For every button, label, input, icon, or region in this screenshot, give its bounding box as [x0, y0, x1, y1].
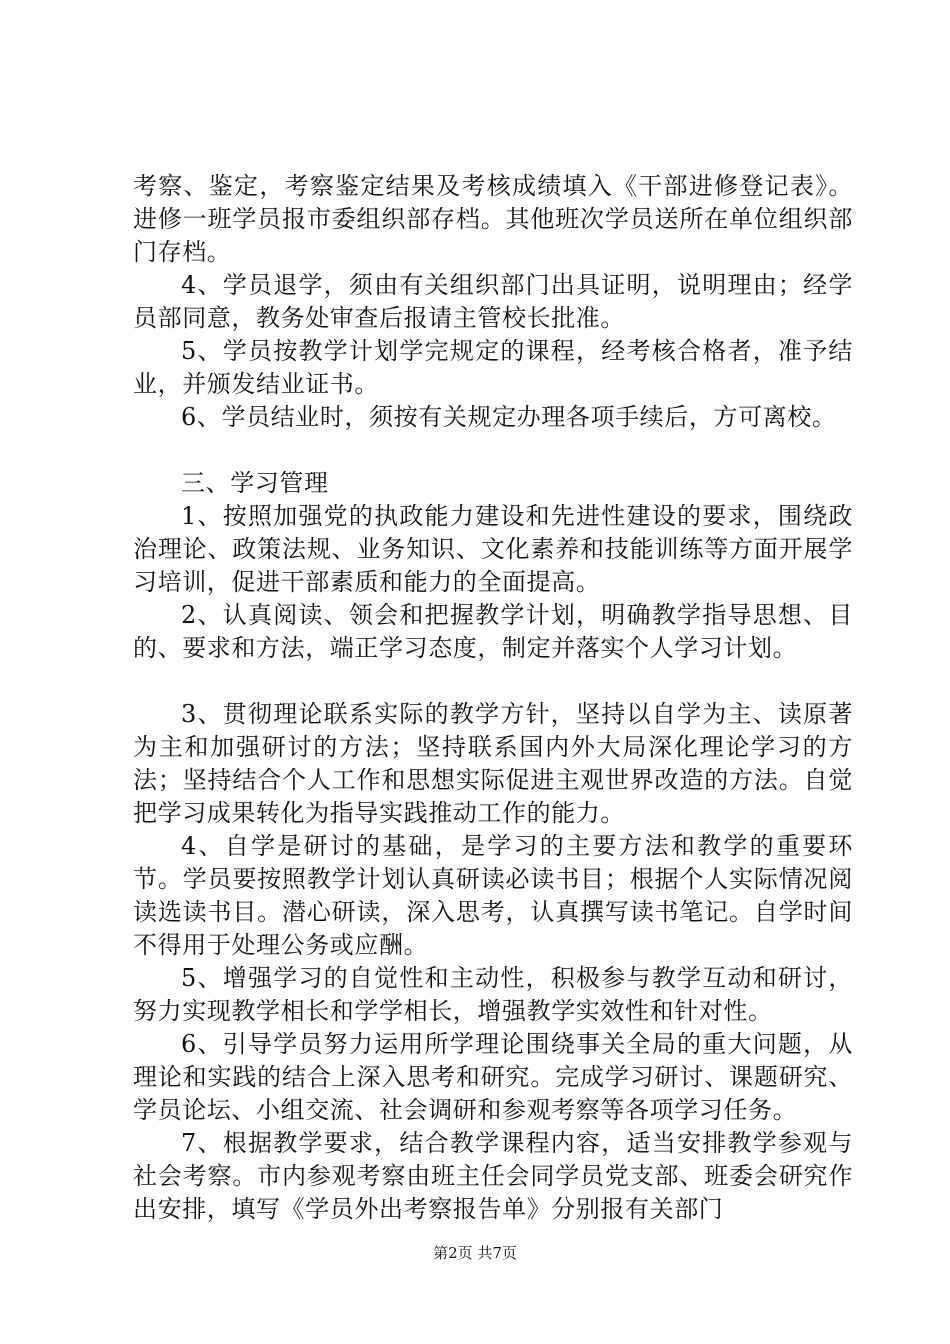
section-heading-study-management: 三、学习管理 [181, 469, 329, 497]
paragraph-study-item-3: 3、贯彻理论联系实际的教学方针，坚持以自学为主、读原著为主和加强研讨的方法；坚持联系国内外大局深化理论学习的方法；坚持结合个人工作和思想实际促进主观世界改造的方法。自觉把学习成果转化为指导实践推动工作的能力。 [133, 700, 853, 827]
document-body [133, 170, 853, 1226]
paragraph-study-item-4: 4、自学是研讨的基础，是学习的主要方法和教学的重要环节。学员要按照教学计划认真研读必读书目；根据个人实际情况阅读选读书目。潜心研读，深入思考，认真撰写读书笔记。自学时间不得用于处理公务或应酬。 [133, 832, 853, 959]
paragraph-item-6-graduation: 6、学员结业时，须按有关规定办理各项手续后，方可离校。 [181, 403, 837, 431]
page-number-footer: 第2页 共7页 [433, 1244, 517, 1262]
paragraph-item-5-completion: 5、学员按教学计划学完规定的课程，经考核合格者，准予结业，并颁发结业证书。 [133, 337, 853, 398]
blank-line [133, 665, 853, 698]
paragraph-study-item-1: 1、按照加强党的执政能力建设和先进性建设的要求，围绕政治理论、政策法规、业务知识、文化素养和技能训练等方面开展学习培训，促进干部素质和能力的全面提高。 [133, 502, 853, 596]
paragraph-study-item-5: 5、增强学习的自觉性和主动性，积极参与教学互动和研讨，努力实现教学相长和学学相长，增强教学实效性和针对性。 [133, 964, 853, 1025]
paragraph-continuation: 考察、鉴定，考察鉴定结果及考核成绩填入《干部进修登记表》。进修一班学员报市委组织部存档。其他班次学员送所在单位组织部门存档。 [133, 172, 853, 266]
paragraph-study-item-6: 6、引导学员努力运用所学理论围绕事关全局的重大问题，从理论和实践的结合上深入思考和研究。完成学习研讨、课题研究、学员论坛、小组交流、社会调研和参观考察等各项学习任务。 [133, 1030, 853, 1124]
paragraph-study-item-2: 2、认真阅读、领会和把握教学计划，明确教学指导思想、目的、要求和方法，端正学习态度，制定并落实个人学习计划。 [133, 601, 853, 662]
paragraph-item-4-withdrawal: 4、学员退学，须由有关组织部门出具证明，说明理由；经学员部同意，教务处审查后报请主管校长批准。 [133, 271, 853, 332]
blank-line [133, 434, 853, 467]
paragraph-study-item-7: 7、根据教学要求，结合教学课程内容，适当安排教学参观与社会考察。市内参观考察由班主任会同学员党支部、班委会研究作出安排，填写《学员外出考察报告单》分别报有关部门 [133, 1129, 853, 1223]
